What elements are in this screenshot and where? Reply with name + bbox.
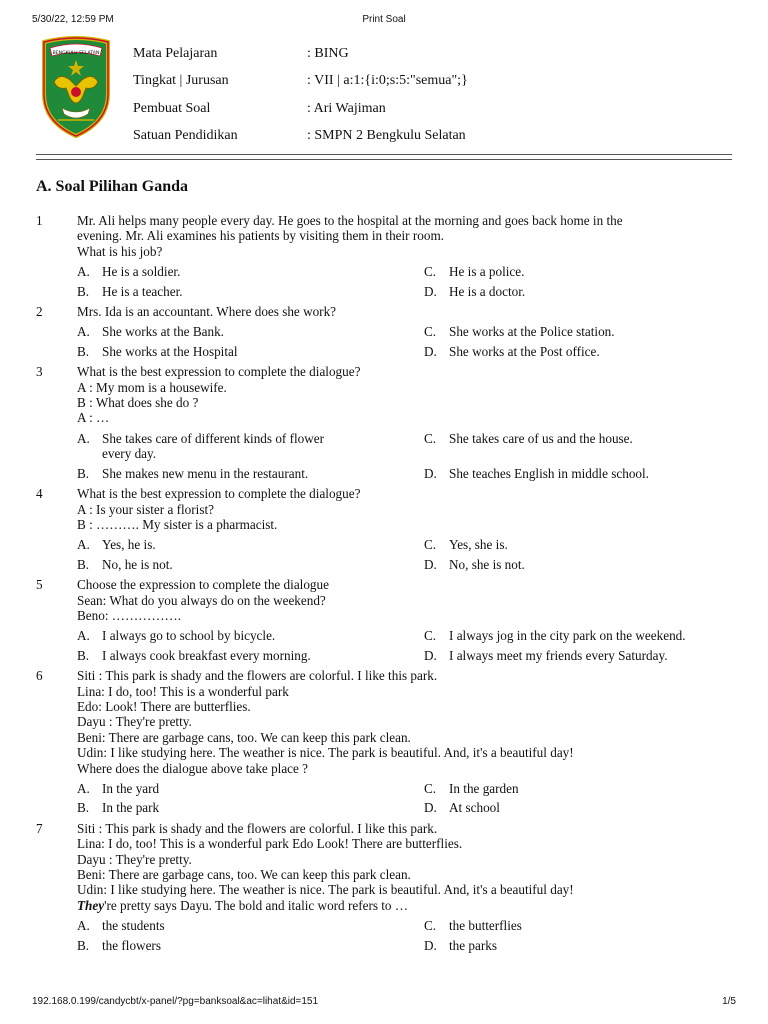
meta-value: : BING xyxy=(307,45,349,61)
option-text: She works at the Post office. xyxy=(449,343,600,359)
option-text-block xyxy=(449,431,633,462)
option-text: In the park xyxy=(102,800,160,816)
print-datetime: 5/30/22, 12:59 PM xyxy=(32,14,114,25)
option-text: I always go to school by bicycle. xyxy=(102,628,276,644)
option-text: I always cook breakfast every morning. xyxy=(102,647,311,663)
answer-option xyxy=(77,800,424,815)
option-text-block xyxy=(449,537,508,552)
bengkulu-selatan-emblem-icon xyxy=(40,36,112,138)
option-text-block xyxy=(102,537,156,552)
option-text-block xyxy=(102,800,159,815)
question-text: evening. Mr. Ali examines his patients by visiting them in their room. xyxy=(77,228,445,244)
question-number: 1 xyxy=(36,213,43,228)
question-text: Beno: ……………. xyxy=(77,607,182,623)
question-body xyxy=(77,486,736,577)
option-letter: D. xyxy=(424,937,437,953)
option-letter: D. xyxy=(424,647,437,663)
answer-option xyxy=(424,918,736,933)
question-text: Dayu : They're pretty. xyxy=(77,714,192,730)
question-text: Udin: I like studying here. The weather is nice. The park is beautiful. And, it's a beautiful day! xyxy=(77,745,574,761)
question-number: 4 xyxy=(36,486,43,502)
question-text: Mr. Ali helps many people every day. He goes to the hospital at the morning and goes back home in the xyxy=(77,213,623,228)
option-text: She makes new menu in the restaurant. xyxy=(102,465,309,481)
option-letter: B. xyxy=(77,343,90,359)
question-text: Dayu : They're pretty. xyxy=(77,851,192,867)
question-body xyxy=(77,364,736,486)
option-text: No, he is not. xyxy=(102,556,173,572)
answer-option xyxy=(424,648,736,663)
answer-option xyxy=(424,431,736,462)
option-letter: A. xyxy=(77,918,90,934)
question-text: What is the best expression to complete the dialogue? xyxy=(77,364,361,380)
question-text: Lina: I do, too! This is a wonderful park Edo Look! There are butterflies. xyxy=(77,836,463,852)
question-text: Choose the expression to complete the dialogue xyxy=(77,577,329,593)
answer-option xyxy=(424,537,736,552)
question-text: A : Is your sister a florist? xyxy=(77,501,214,517)
answer-options xyxy=(77,324,736,359)
option-letter: B. xyxy=(77,283,90,299)
option-text: She works at the Police station. xyxy=(449,324,615,340)
question-item xyxy=(36,304,736,364)
option-letter: C. xyxy=(424,918,437,934)
option-text-block xyxy=(449,918,522,933)
option-text-block xyxy=(449,264,524,279)
option-text: In the garden xyxy=(449,781,519,796)
section-title: A. Soal Pilihan Ganda xyxy=(36,178,189,195)
option-text-block xyxy=(102,344,238,359)
answer-options xyxy=(77,264,736,299)
question-text: A : My mom is a housewife. xyxy=(77,379,227,395)
option-text-block xyxy=(102,648,311,663)
answer-option xyxy=(77,537,424,552)
option-text: every day. xyxy=(102,446,157,462)
option-text: She works at the Bank. xyxy=(102,324,224,340)
option-text: She teaches English in middle school. xyxy=(449,465,649,481)
option-text-block xyxy=(102,557,173,572)
question-list xyxy=(36,213,736,958)
answer-option xyxy=(77,466,424,481)
print-header xyxy=(32,14,736,28)
question-text: A : … xyxy=(77,410,110,426)
option-letter: A. xyxy=(77,628,90,644)
answer-option xyxy=(77,781,424,796)
meta-label: Pembuat Soal xyxy=(133,100,211,116)
answer-option xyxy=(77,264,424,279)
question-text: Siti : This park is shady and the flowers are colorful. I like this park. xyxy=(77,668,438,684)
option-text: No, she is not. xyxy=(449,556,525,572)
option-text-block xyxy=(449,781,519,796)
answer-option xyxy=(77,431,424,462)
print-url: 192.168.0.199/candycbt/x-panel/?pg=banksoal&ac=lihat&id=151 xyxy=(32,996,319,1007)
question-number: 7 xyxy=(36,820,43,836)
option-text: I always meet my friends every Saturday. xyxy=(449,647,668,663)
option-text: the butterflies xyxy=(449,918,522,934)
option-text: She works at the Hospital xyxy=(102,343,238,359)
option-text: He is a soldier. xyxy=(102,264,181,280)
question-text: Where does the dialogue above take place ? xyxy=(77,760,309,776)
option-letter: A. xyxy=(77,430,90,446)
option-letter: B. xyxy=(77,800,90,816)
question-text-rest: 're pretty says Dayu. The bold and italic word refers to … xyxy=(104,897,409,913)
answer-option xyxy=(424,344,736,359)
meta-row xyxy=(133,123,733,151)
answer-options xyxy=(77,781,736,816)
meta-label: Satuan Pendidikan xyxy=(133,128,238,144)
meta-row xyxy=(133,68,733,96)
answer-options xyxy=(77,628,736,663)
question-body xyxy=(77,668,736,821)
answer-option xyxy=(77,648,424,663)
answer-option xyxy=(424,800,736,815)
option-letter: A. xyxy=(77,537,90,553)
option-letter: A. xyxy=(77,264,90,280)
option-text-block xyxy=(102,284,183,299)
option-letter: D. xyxy=(424,283,437,299)
question-text: What is his job? xyxy=(77,243,163,259)
answer-option xyxy=(424,466,736,481)
answer-option xyxy=(424,628,736,643)
option-text: He is a doctor. xyxy=(449,283,526,299)
meta-value: : Ari Wajiman xyxy=(307,100,386,116)
header-divider xyxy=(36,154,732,160)
option-text: the parks xyxy=(449,937,497,953)
answer-option xyxy=(424,781,736,796)
question-text: What is the best expression to complete the dialogue? xyxy=(77,486,361,502)
print-footer xyxy=(32,996,736,1010)
option-letter: C. xyxy=(424,781,437,796)
option-text-block xyxy=(102,324,224,339)
option-letter: C. xyxy=(424,628,437,644)
option-letter: D. xyxy=(424,465,437,481)
option-text-block xyxy=(102,466,308,481)
option-text: Yes, she is. xyxy=(449,537,508,553)
question-item xyxy=(36,486,736,577)
answer-option xyxy=(424,264,736,279)
question-item xyxy=(36,821,736,958)
option-text-block xyxy=(449,648,668,663)
question-text xyxy=(77,898,736,913)
option-letter: C. xyxy=(424,430,437,446)
emblem-banner: BENGKULU SELATAN xyxy=(52,51,100,56)
option-text-block xyxy=(449,324,615,339)
option-letter: D. xyxy=(424,800,437,816)
option-text: the students xyxy=(102,918,165,934)
option-text: She takes care of us and the house. xyxy=(449,430,633,446)
question-body xyxy=(77,821,736,958)
option-letter: C. xyxy=(424,537,437,553)
option-text-block xyxy=(449,938,497,953)
option-text-block xyxy=(102,628,275,643)
option-text: He is a police. xyxy=(449,264,525,280)
option-letter: B. xyxy=(77,465,90,481)
answer-options xyxy=(77,918,736,953)
answer-option xyxy=(77,628,424,643)
option-letter: D. xyxy=(424,343,437,359)
option-letter: C. xyxy=(424,264,437,280)
question-text: Beni: There are garbage cans, too. We can keep this park clean. xyxy=(77,729,411,745)
answer-options xyxy=(77,431,736,481)
answer-options xyxy=(77,537,736,572)
answer-option xyxy=(77,344,424,359)
option-text: I always jog in the city park on the weekend. xyxy=(449,628,686,644)
meta-label: Tingkat | Jurusan xyxy=(133,73,229,89)
option-text: the flowers xyxy=(102,937,161,953)
option-text-block xyxy=(449,466,649,481)
question-text: Lina: I do, too! This is a wonderful park xyxy=(77,683,289,699)
option-text: Yes, he is. xyxy=(102,537,156,553)
option-text-block xyxy=(102,264,180,279)
option-text-block xyxy=(102,431,324,462)
option-text: At school xyxy=(449,800,500,816)
meta-row xyxy=(133,40,733,68)
answer-option xyxy=(424,557,736,572)
answer-option xyxy=(424,284,736,299)
question-text: B : What does she do ? xyxy=(77,395,199,411)
question-body xyxy=(77,213,736,304)
answer-option xyxy=(77,284,424,299)
option-text-block xyxy=(102,938,161,953)
page-number: 1/5 xyxy=(722,996,736,1007)
question-text: Beni: There are garbage cans, too. We can keep this park clean. xyxy=(77,867,411,883)
question-item xyxy=(36,213,736,304)
print-title: Print Soal xyxy=(362,14,406,25)
question-number: 2 xyxy=(36,304,43,320)
question-body xyxy=(77,304,736,364)
option-letter: A. xyxy=(77,324,90,340)
question-number: 5 xyxy=(36,577,43,593)
option-text-block xyxy=(449,800,500,815)
question-text: Mrs. Ida is an accountant. Where does she work? xyxy=(77,304,337,320)
meta-value: : SMPN 2 Bengkulu Selatan xyxy=(307,128,466,144)
option-text: He is a teacher. xyxy=(102,283,183,299)
option-letter: B. xyxy=(77,937,90,953)
meta-row xyxy=(133,95,733,123)
option-letter: D. xyxy=(424,556,437,572)
option-text: She takes care of different kinds of flower xyxy=(102,430,325,446)
question-text: B : ………. My sister is a pharmacist. xyxy=(77,516,278,532)
question-text: Edo: Look! There are butterflies. xyxy=(77,698,251,714)
question-item xyxy=(36,364,736,486)
question-item xyxy=(36,577,736,668)
answer-option xyxy=(424,324,736,339)
answer-option xyxy=(424,938,736,953)
exam-meta xyxy=(133,40,733,150)
option-letter: C. xyxy=(424,324,437,340)
option-text-block xyxy=(102,918,165,933)
option-letter: B. xyxy=(77,556,90,572)
meta-value: : VII | a:1:{i:0;s:5:"semua";} xyxy=(307,73,468,89)
option-text-block xyxy=(102,781,159,796)
answer-option xyxy=(77,557,424,572)
question-text: Sean: What do you always do on the weekend? xyxy=(77,592,326,608)
question-item xyxy=(36,668,736,821)
meta-label: Mata Pelajaran xyxy=(133,45,218,61)
question-body xyxy=(77,577,736,668)
question-number: 3 xyxy=(36,364,43,380)
option-letter: B. xyxy=(77,647,90,663)
option-letter: A. xyxy=(77,781,90,796)
option-text-block xyxy=(449,284,525,299)
option-text: In the yard xyxy=(102,781,160,796)
question-text: Udin: I like studying here. The weather is nice. The park is beautiful. And, it's a beautiful day! xyxy=(77,882,574,898)
option-text-block xyxy=(449,557,525,572)
answer-option xyxy=(77,324,424,339)
question-number: 6 xyxy=(36,668,43,684)
answer-option xyxy=(77,938,424,953)
option-text-block xyxy=(449,344,600,359)
emphasized-word: They xyxy=(77,897,105,913)
option-text-block xyxy=(449,628,686,643)
answer-option xyxy=(77,918,424,933)
question-text: Siti : This park is shady and the flowers are colorful. I like this park. xyxy=(77,820,438,836)
